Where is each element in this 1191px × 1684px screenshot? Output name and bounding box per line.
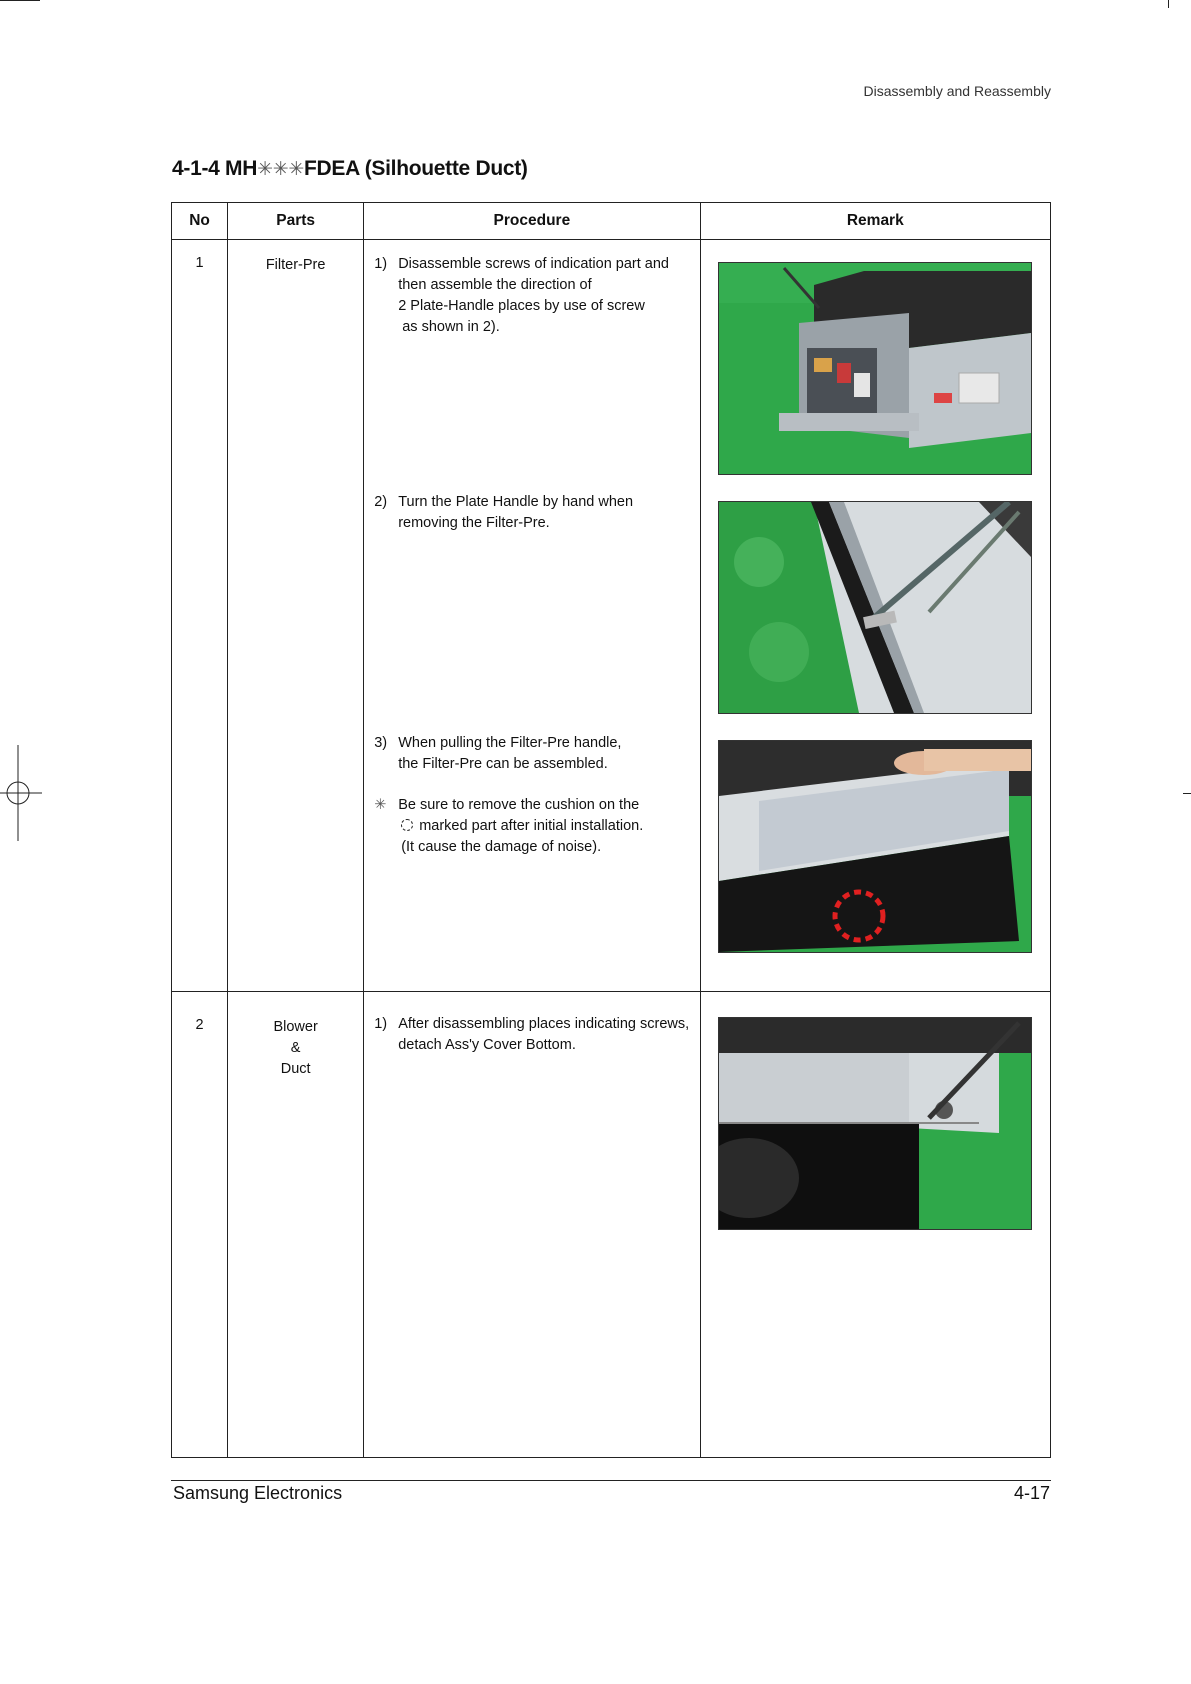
title-prefix: 4-1-4 MH: [172, 157, 258, 180]
procedure-step-3: 3) When pulling the Filter-Pre handle, the Filter-Pre can be assembled.: [374, 735, 622, 772]
procedure-step-1: 1) After disassembling places indicating screws, detach Ass'y Cover Bottom.: [374, 1016, 690, 1053]
table-row: [172, 992, 1051, 1458]
remark-cell: [700, 992, 1050, 1458]
crop-mark-top-right: [1168, 0, 1169, 8]
section-header: Disassembly and Reassembly: [863, 83, 1051, 99]
photo-cover-bottom-removal: [718, 1017, 1032, 1230]
crop-mark-right: [1183, 793, 1191, 794]
photo-plate-handle-screwdriver: [718, 501, 1032, 714]
photo-filter-pre-pull: [718, 740, 1032, 953]
procedure-cell: [364, 992, 700, 1458]
dashed-circle-icon: [401, 819, 413, 831]
procedure-cell: [364, 240, 700, 992]
part-name: Filter-Pre: [228, 240, 364, 992]
row-number: 2: [172, 992, 228, 1458]
row-number: 1: [172, 240, 228, 992]
footer-page-number: 4-17: [1014, 1483, 1051, 1503]
footer-rule: [171, 1480, 1051, 1481]
table-row: [172, 240, 1051, 992]
photo-unit-open-control-box: [718, 262, 1032, 475]
procedure-step-2: 2) Turn the Plate Handle by hand when removing the Filter-Pre.: [374, 494, 634, 531]
column-header-no: No: [172, 203, 228, 240]
procedure-table: [171, 202, 1051, 1458]
table-header-row: [172, 203, 1051, 240]
column-header-remark: Remark: [700, 203, 1050, 240]
asterisk-icon: ✳: [374, 797, 387, 813]
caution-note: ✳ Be sure to remove the cushion on the marked part after initial installation. (It cause the damage of noise).: [374, 795, 689, 858]
page-title: [172, 157, 528, 181]
part-name: Blower & Duct: [228, 992, 364, 1458]
column-header-procedure: Procedure: [364, 203, 700, 240]
crop-mark-top-left: [0, 0, 40, 1]
remark-cell: [700, 240, 1050, 992]
title-stars: ✳✳✳: [257, 159, 304, 180]
column-header-parts: Parts: [228, 203, 364, 240]
title-suffix: FDEA (Silhouette Duct): [304, 157, 528, 180]
procedure-step-1: 1) Disassemble screws of indication part and then assemble the direction of 2 Plate-Handle places by use of screw as shown in 2).: [374, 256, 669, 335]
footer-company: Samsung Electronics: [173, 1483, 343, 1503]
registration-mark-icon: [0, 745, 42, 841]
